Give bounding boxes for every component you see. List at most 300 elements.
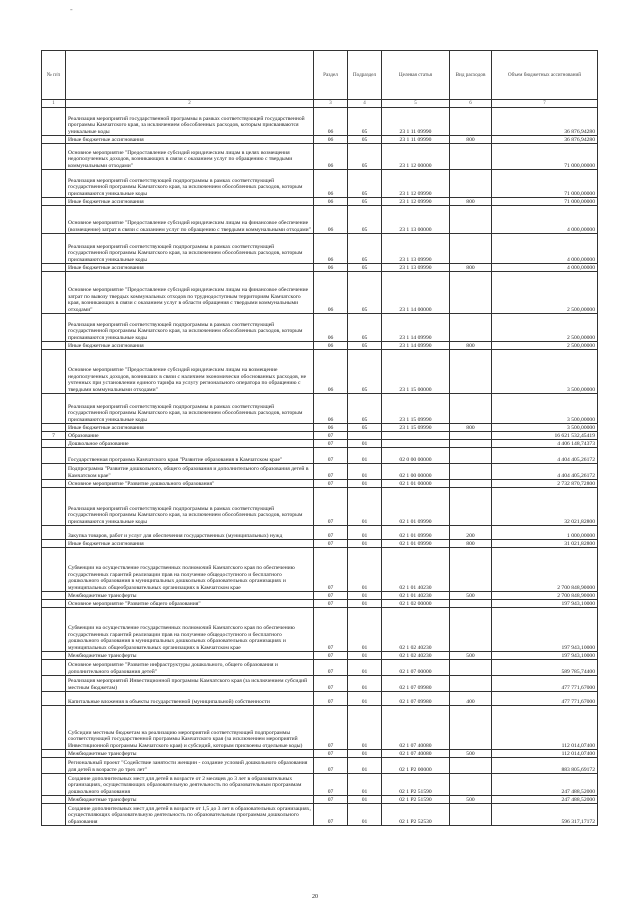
table-row	[42, 432, 598, 440]
table-row	[42, 136, 598, 144]
cell-vr: 800	[450, 540, 492, 548]
cell-name: Субвенции на осуществление государственных полномочий Камчатского края по обеспечению государственных гарантий реализации прав на получение общедоступного и бесплатного дошкольного образования в муниципальных дошкольных образовательных организациях и муниципальных общеобразовательных организациях в Камчатском крае	[66, 548, 314, 592]
table-row	[42, 796, 598, 804]
cell-sum: 4 000,00000	[492, 264, 598, 272]
cell-sum: 112 014,07400	[492, 750, 598, 758]
index-cell: 2	[66, 100, 314, 108]
cell-vr	[450, 206, 492, 234]
table-row	[42, 750, 598, 758]
cell-vr	[450, 432, 492, 440]
cell-name: Реализация мероприятий соответствующей подпрограммы в рамках соответствующей государственной программы Камчатского края, за исключением обособленных расходов, которым присваиваются уникальные коды	[66, 488, 314, 526]
cell-no	[42, 758, 66, 774]
cell-pr: 01	[348, 750, 382, 758]
cell-sum: 4 000,00000	[492, 206, 598, 234]
cell-vr	[450, 548, 492, 592]
cell-name: Региональный проект "Содействие занятости женщин - создание условий дошкольного образования для детей в возрасте до трех лет"	[66, 758, 314, 774]
table-row	[42, 272, 598, 314]
cell-rz: 07	[314, 526, 348, 540]
cell-no	[42, 464, 66, 480]
cell-pr: 05	[348, 136, 382, 144]
cell-rz: 07	[314, 480, 348, 488]
table-row	[42, 108, 598, 136]
cell-name: Субсидии местным бюджетам на реализацию мероприятий соответствующей подпрограммы соответствующей государственной программы Камчатского края (за исключением мероприятий Инвестиционной программы Камчатского края) и субсидий, которым присвоены отдельные коды)	[66, 706, 314, 750]
cell-rz: 07	[314, 540, 348, 548]
cell-csr: 02 1 07 00000	[382, 660, 450, 676]
cell-no	[42, 608, 66, 652]
cell-no	[42, 676, 66, 692]
cell-name: Межбюджетные трансферты	[66, 796, 314, 804]
cell-vr	[450, 350, 492, 394]
table-row	[42, 526, 598, 540]
cell-name: Основное мероприятие "Предоставление субсидий юридическим лицам на финансовое обеспечение затрат по вывозу твердых коммунальных отходов по труднодоступным территориям Камчатского края, возникающих в связи с оказанием услуг в области обращения с твердыми коммунальными отходами"	[66, 272, 314, 314]
cell-name: Дошкольное образование	[66, 440, 314, 448]
cell-rz: 07	[314, 692, 348, 706]
cell-csr: 23 1 13 09990	[382, 264, 450, 272]
cell-vr	[450, 144, 492, 170]
cell-sum: 4 406 148,74373	[492, 440, 598, 448]
header-no: № п/п	[42, 51, 66, 100]
cell-pr: 05	[348, 144, 382, 170]
cell-no	[42, 652, 66, 660]
cell-pr: 05	[348, 264, 382, 272]
cell-rz: 06	[314, 272, 348, 314]
cell-csr	[382, 440, 450, 448]
cell-csr: 02 1 02 00000	[382, 600, 450, 608]
cell-name: Иные бюджетные ассигнования	[66, 136, 314, 144]
cell-pr: 05	[348, 394, 382, 424]
table-row	[42, 264, 598, 272]
cell-pr: 01	[348, 692, 382, 706]
cell-sum: 36 876,94280	[492, 136, 598, 144]
cell-rz: 07	[314, 660, 348, 676]
cell-csr: 02 1 01 09990	[382, 526, 450, 540]
table-row	[42, 206, 598, 234]
cell-name: Иные бюджетные ассигнования	[66, 342, 314, 350]
cell-vr: 500	[450, 750, 492, 758]
cell-csr: 02 1 P2 52530	[382, 804, 450, 826]
cell-name: Субвенции на осуществление государственных полномочий Камчатского края по обеспечению государственных гарантий реализации прав на получение общедоступного и бесплатного дошкольного образования в муниципальных дошкольных образовательных организациях и муниципальных общеобразовательных организациях в Камчатском крае	[66, 608, 314, 652]
cell-name: Реализация мероприятий государственной программы в рамках соответствующей государственной программы Камчатского края, за исключением обособленных расходов, которым присваиваются уникальные коды	[66, 108, 314, 136]
cell-csr: 02 1 P2 51590	[382, 796, 450, 804]
cell-rz: 07	[314, 774, 348, 796]
header-sum: Объем бюджетных ассигнований	[492, 51, 598, 100]
cell-vr: 800	[450, 264, 492, 272]
cell-pr: 01	[348, 706, 382, 750]
cell-sum: 71 000,00000	[492, 198, 598, 206]
cell-rz: 07	[314, 448, 348, 464]
cell-rz: 07	[314, 432, 348, 440]
cell-pr: 05	[348, 108, 382, 136]
cell-sum: 883 805,69172	[492, 758, 598, 774]
cell-name: Реализация мероприятий соответствующей подпрограммы в рамках соответствующей государственной программы Камчатского края, за исключением обособленных расходов, которым присваиваются уникальные коды	[66, 234, 314, 264]
cell-pr: 01	[348, 540, 382, 548]
cell-rz: 06	[314, 342, 348, 350]
cell-csr: 23 1 14 09990	[382, 314, 450, 342]
cell-rz: 07	[314, 608, 348, 652]
cell-csr: 23 1 12 09990	[382, 198, 450, 206]
cell-sum: 477 771,67000	[492, 676, 598, 692]
cell-pr: 05	[348, 234, 382, 264]
cell-no	[42, 342, 66, 350]
cell-sum: 16 621 532,45419	[492, 432, 598, 440]
table-row	[42, 394, 598, 424]
cell-rz: 06	[314, 234, 348, 264]
cell-no	[42, 108, 66, 136]
cell-pr: 01	[348, 608, 382, 652]
cell-sum: 2 700 848,90000	[492, 592, 598, 600]
cell-vr	[450, 488, 492, 526]
cell-vr: 800	[450, 136, 492, 144]
cell-sum: 197 943,10000	[492, 600, 598, 608]
cell-vr	[450, 480, 492, 488]
table-row	[42, 600, 598, 608]
cell-vr	[450, 394, 492, 424]
cell-no	[42, 592, 66, 600]
cell-rz: 06	[314, 424, 348, 432]
cell-rz: 06	[314, 206, 348, 234]
cell-vr	[450, 108, 492, 136]
cell-name: Государственная программа Камчатского края "Развитие образования в Камчатском крае"	[66, 448, 314, 464]
cell-no	[42, 440, 66, 448]
cell-no	[42, 660, 66, 676]
cell-csr: 23 1 11 09990	[382, 136, 450, 144]
table-header-row	[42, 51, 598, 100]
table-row	[42, 480, 598, 488]
cell-sum: 477 771,67000	[492, 692, 598, 706]
cell-rz: 06	[314, 350, 348, 394]
cell-name: Иные бюджетные ассигнования	[66, 198, 314, 206]
header-csr: Целевая статья	[382, 51, 450, 100]
table-row	[42, 170, 598, 198]
cell-csr: 02 1 01 40230	[382, 548, 450, 592]
cell-vr	[450, 600, 492, 608]
cell-name: Межбюджетные трансферты	[66, 592, 314, 600]
cell-name: Основное мероприятие "Предоставление субсидий юридическим лицам в целях возмещения недополученных доходов, возникающих в связи с оказанием услуг по обращению с твердыми коммунальными отходами"	[66, 144, 314, 170]
cell-csr: 23 1 13 09990	[382, 234, 450, 264]
cell-no	[42, 314, 66, 342]
cell-csr: 02 1 02 40230	[382, 652, 450, 660]
header-vr: Вид расходов	[450, 51, 492, 100]
cell-no	[42, 804, 66, 826]
cell-csr: 02 1 00 00000	[382, 464, 450, 480]
cell-no	[42, 136, 66, 144]
cell-name: Основное мероприятие "Предоставление субсидий юридическим лицам на финансовое обеспечение (возмещение) затрат в связи с оказанием услуг по обращению с твердыми коммунальными отходами"	[66, 206, 314, 234]
cell-no	[42, 424, 66, 432]
table-row	[42, 440, 598, 448]
cell-csr: 02 1 07 40080	[382, 750, 450, 758]
cell-csr: 02 1 07 09980	[382, 692, 450, 706]
cell-vr	[450, 608, 492, 652]
cell-no	[42, 750, 66, 758]
cell-sum: 3 500,00000	[492, 350, 598, 394]
cell-rz: 06	[314, 198, 348, 206]
cell-vr: 800	[450, 342, 492, 350]
cell-pr: 01	[348, 548, 382, 592]
cell-vr	[450, 774, 492, 796]
cell-name: Реализация мероприятий соответствующей подпрограммы в рамках соответствующей государственной программы Камчатского края, за исключением обособленных расходов, которым присваиваются уникальные коды	[66, 170, 314, 198]
table-row	[42, 758, 598, 774]
cell-sum: 71 000,00000	[492, 170, 598, 198]
cell-vr	[450, 804, 492, 826]
cell-rz: 07	[314, 488, 348, 526]
cell-name: Иные бюджетные ассигнования	[66, 540, 314, 548]
table-row	[42, 676, 598, 692]
cell-rz: 07	[314, 750, 348, 758]
cell-name: Образование	[66, 432, 314, 440]
cell-sum: 2 500,00000	[492, 272, 598, 314]
cell-vr: 500	[450, 796, 492, 804]
cell-csr: 02 1 07 09980	[382, 676, 450, 692]
cell-rz: 07	[314, 804, 348, 826]
cell-vr	[450, 758, 492, 774]
table-row	[42, 660, 598, 676]
cell-no	[42, 272, 66, 314]
table-row	[42, 706, 598, 750]
cell-vr	[450, 440, 492, 448]
budget-table	[41, 50, 598, 826]
cell-csr	[382, 432, 450, 440]
cell-pr	[348, 432, 382, 440]
cell-csr: 23 1 13 00000	[382, 206, 450, 234]
cell-vr: 500	[450, 592, 492, 600]
cell-pr: 01	[348, 774, 382, 796]
cell-sum: 31 021,82800	[492, 540, 598, 548]
cell-pr: 01	[348, 758, 382, 774]
cell-rz: 07	[314, 676, 348, 692]
cell-no	[42, 526, 66, 540]
cell-csr: 23 1 14 00000	[382, 272, 450, 314]
cell-pr: 01	[348, 480, 382, 488]
cell-pr: 01	[348, 526, 382, 540]
cell-csr: 02 1 01 40230	[382, 592, 450, 600]
cell-sum: 2 700 848,90000	[492, 548, 598, 592]
cell-pr: 05	[348, 314, 382, 342]
index-cell: 7	[492, 100, 598, 108]
cell-csr: 02 1 P2 51590	[382, 774, 450, 796]
cell-pr: 05	[348, 350, 382, 394]
cell-rz: 06	[314, 264, 348, 272]
cell-sum: 1 000,00000	[492, 526, 598, 540]
cell-name: Основное мероприятие "Развитие инфраструктуры дошкольного, общего образования и дополнительного образования детей"	[66, 660, 314, 676]
table-row	[42, 804, 598, 826]
cell-csr: 23 1 11 09990	[382, 108, 450, 136]
cell-no	[42, 206, 66, 234]
cell-name: Реализация мероприятий Инвестиционной программы Камчатского края (за исключением субсидий местным бюджетам)	[66, 676, 314, 692]
cell-no	[42, 488, 66, 526]
top-dash: -	[70, 5, 73, 14]
cell-vr	[450, 314, 492, 342]
table-row	[42, 548, 598, 592]
cell-no	[42, 600, 66, 608]
cell-name: Основное мероприятие "Развитие общего образования"	[66, 600, 314, 608]
cell-pr: 01	[348, 676, 382, 692]
cell-name: Иные бюджетные ассигнования	[66, 424, 314, 432]
cell-vr	[450, 660, 492, 676]
cell-csr: 02 1 P2 00000	[382, 758, 450, 774]
header-podrazdel: Подраздел	[348, 51, 382, 100]
cell-rz: 07	[314, 758, 348, 774]
cell-name: Капитальные вложения в объекты государственной (муниципальной) собственности	[66, 692, 314, 706]
cell-no	[42, 144, 66, 170]
cell-pr: 05	[348, 424, 382, 432]
cell-sum: 247 488,52000	[492, 796, 598, 804]
page-number: 20	[312, 894, 318, 900]
cell-name: Основное мероприятие "Развитие дошкольного образования"	[66, 480, 314, 488]
cell-csr: 02 1 07 40080	[382, 706, 450, 750]
cell-sum: 596 317,17172	[492, 804, 598, 826]
cell-vr: 400	[450, 692, 492, 706]
table-row	[42, 198, 598, 206]
cell-vr: 800	[450, 424, 492, 432]
cell-sum: 112 014,07400	[492, 706, 598, 750]
cell-name: Реализация мероприятий соответствующей подпрограммы в рамках соответствующей государственной программы Камчатского края, за исключением обособленных расходов, которым присваиваются уникальные коды	[66, 394, 314, 424]
cell-rz: 06	[314, 108, 348, 136]
cell-rz: 07	[314, 592, 348, 600]
cell-pr: 01	[348, 448, 382, 464]
cell-no	[42, 448, 66, 464]
cell-sum: 3 500,00000	[492, 424, 598, 432]
cell-pr: 01	[348, 464, 382, 480]
cell-name: Закупка товаров, работ и услуг для обеспечения государственных (муниципальных) нужд	[66, 526, 314, 540]
cell-sum: 2 732 870,72800	[492, 480, 598, 488]
cell-rz: 07	[314, 796, 348, 804]
table-row	[42, 342, 598, 350]
cell-pr: 01	[348, 488, 382, 526]
cell-vr	[450, 272, 492, 314]
cell-vr	[450, 170, 492, 198]
header-name	[66, 51, 314, 100]
cell-no	[42, 264, 66, 272]
table-row	[42, 774, 598, 796]
cell-name: Межбюджетные трансферты	[66, 750, 314, 758]
cell-name: Основное мероприятие "Предоставление субсидий юридическим лицам на возмещение недополученных доходов, возникших в связи с наличием экономически обоснованных расходов, не учтенных при установлении единого тарифа на услугу регионального оператора по обращению с твердыми коммунальными отходами"	[66, 350, 314, 394]
cell-rz: 07	[314, 600, 348, 608]
cell-pr: 01	[348, 660, 382, 676]
cell-csr: 02 1 02 40230	[382, 608, 450, 652]
table-row	[42, 350, 598, 394]
cell-name: Реализация мероприятий соответствующей подпрограммы в рамках соответствующей государственной программы Камчатского края, за исключением обособленных расходов, которым присваиваются уникальные коды	[66, 314, 314, 342]
cell-vr	[450, 234, 492, 264]
cell-rz: 07	[314, 464, 348, 480]
cell-vr: 500	[450, 652, 492, 660]
cell-csr: 02 1 01 00000	[382, 480, 450, 488]
cell-pr: 01	[348, 796, 382, 804]
cell-pr: 01	[348, 600, 382, 608]
cell-no	[42, 198, 66, 206]
cell-sum: 197 943,10000	[492, 608, 598, 652]
column-index-row	[42, 100, 598, 108]
cell-no	[42, 540, 66, 548]
table-row	[42, 464, 598, 480]
table-row	[42, 234, 598, 264]
cell-vr	[450, 706, 492, 750]
cell-sum: 4 404 405,26172	[492, 448, 598, 464]
cell-no	[42, 692, 66, 706]
cell-csr: 23 1 14 09990	[382, 342, 450, 350]
cell-sum: 589 785,74400	[492, 660, 598, 676]
table-row	[42, 692, 598, 706]
cell-pr: 05	[348, 272, 382, 314]
cell-pr: 05	[348, 198, 382, 206]
cell-vr: 800	[450, 198, 492, 206]
cell-no: 7	[42, 432, 66, 440]
cell-pr: 01	[348, 652, 382, 660]
table-row	[42, 540, 598, 548]
cell-rz: 06	[314, 144, 348, 170]
cell-csr: 23 1 15 00000	[382, 350, 450, 394]
table-row	[42, 488, 598, 526]
cell-csr: 23 1 12 09990	[382, 170, 450, 198]
cell-sum: 32 021,82800	[492, 488, 598, 526]
cell-name: Иные бюджетные ассигнования	[66, 264, 314, 272]
cell-rz: 07	[314, 652, 348, 660]
cell-sum: 2 500,00000	[492, 314, 598, 342]
table-row	[42, 608, 598, 652]
cell-name: Создание дополнительных мест для детей в возрасте от 2 месяцев до 3 лет в образовательных организациях, осуществляющих образовательную деятельность по образовательным программам дошкольного образования	[66, 774, 314, 796]
index-cell: 3	[314, 100, 348, 108]
cell-sum: 4 404 405,26172	[492, 464, 598, 480]
cell-sum: 197 943,10000	[492, 652, 598, 660]
cell-no	[42, 796, 66, 804]
cell-name: Межбюджетные трансферты	[66, 652, 314, 660]
table-row	[42, 424, 598, 432]
cell-no	[42, 706, 66, 750]
cell-csr: 02 0 00 00000	[382, 448, 450, 464]
cell-pr: 01	[348, 592, 382, 600]
cell-no	[42, 480, 66, 488]
cell-rz: 07	[314, 706, 348, 750]
cell-csr: 02 1 01 09990	[382, 540, 450, 548]
table-row	[42, 448, 598, 464]
cell-csr: 02 1 01 09990	[382, 488, 450, 526]
cell-no	[42, 774, 66, 796]
cell-name: Подпрограмма "Развитие дошкольного, общего образования и дополнительного образования детей в Камчатском крае"	[66, 464, 314, 480]
cell-pr: 01	[348, 804, 382, 826]
cell-vr	[450, 464, 492, 480]
cell-no	[42, 234, 66, 264]
cell-vr	[450, 448, 492, 464]
cell-rz: 06	[314, 314, 348, 342]
cell-no	[42, 548, 66, 592]
cell-vr	[450, 676, 492, 692]
index-cell: 4	[348, 100, 382, 108]
cell-name: Создание дополнительных мест для детей в возрасте от 1,5 до 3 лет в образовательных организациях, осуществляющих образовательную деятельность по образовательным программам дошкольного образования	[66, 804, 314, 826]
cell-sum: 4 000,00000	[492, 234, 598, 264]
cell-csr: 23 1 15 09990	[382, 394, 450, 424]
cell-csr: 23 1 12 00000	[382, 144, 450, 170]
index-cell: 6	[450, 100, 492, 108]
cell-rz: 07	[314, 548, 348, 592]
table-row	[42, 652, 598, 660]
cell-pr: 05	[348, 170, 382, 198]
cell-pr: 05	[348, 206, 382, 234]
cell-pr: 05	[348, 342, 382, 350]
table-row	[42, 314, 598, 342]
header-razdel: Раздел	[314, 51, 348, 100]
cell-no	[42, 170, 66, 198]
cell-sum: 2 500,00000	[492, 342, 598, 350]
cell-sum: 71 000,00000	[492, 144, 598, 170]
cell-no	[42, 350, 66, 394]
cell-no	[42, 394, 66, 424]
table-row	[42, 144, 598, 170]
cell-rz: 06	[314, 170, 348, 198]
cell-csr: 23 1 15 09990	[382, 424, 450, 432]
cell-sum: 3 500,00000	[492, 394, 598, 424]
cell-pr: 01	[348, 440, 382, 448]
table-row	[42, 592, 598, 600]
cell-sum: 247 488,52000	[492, 774, 598, 796]
